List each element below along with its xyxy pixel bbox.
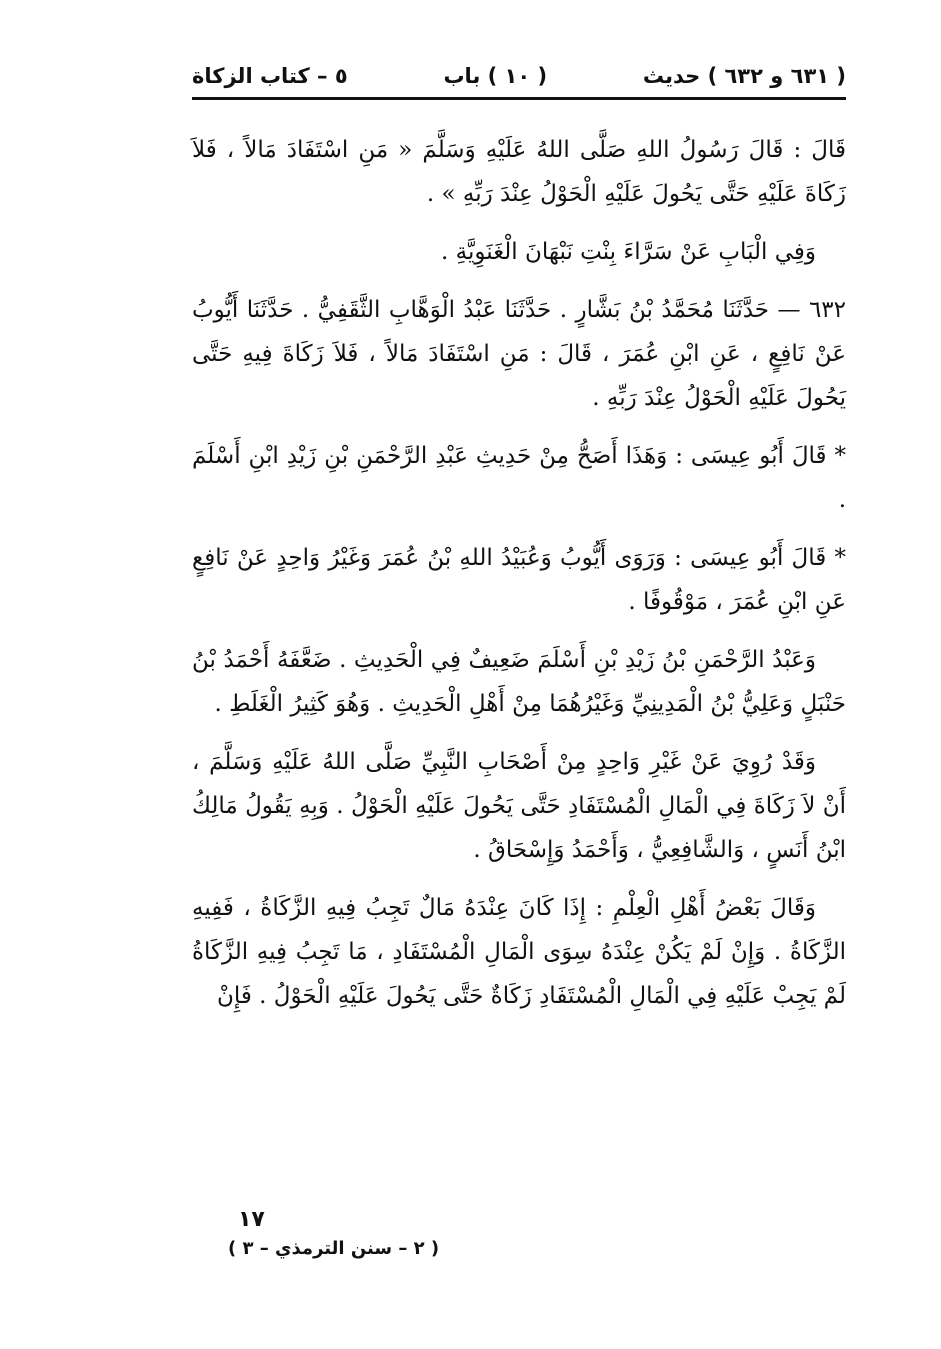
paragraph-1: قَالَ : قَالَ رَسُولُ اللهِ صَلَّى اللهُ عَلَيْهِ وَسَلَّمَ « مَنِ اسْتَفَادَ مَالاً ، فَلاَ زَكَاةَ عَلَيْهِ حَتَّى يَحُولَ عَلَيْهِ الْحَوْلُ عِنْدَ رَبِّهِ » . bbox=[192, 137, 846, 207]
paragraph-2: وَفِي الْبَابِ عَنْ سَرَّاءَ بِنْتِ نَبْهَانَ الْغَنَوِيَّةِ . bbox=[441, 239, 816, 265]
page-body bbox=[192, 128, 846, 1032]
paragraph-3-hadith-632: ٦٣٢ — حَدَّثَنَا مُحَمَّدُ بْنُ بَشَّارٍ . حَدَّثَنَا عَبْدُ الْوَهَّابِ الثَّقَفِيُّ . حَدَّثَنَا أَيُّوبُ عَنْ نَافِعٍ ، عَنِ ابْنِ عُمَرَ ، قَالَ : مَنِ اسْتَفَادَ مَالاً ، فَلاَ زَكَاةَ فِيهِ حَتَّى يَحُولَ عَلَيْهِ الْحَوْلُ عِنْدَ رَبِّهِ . bbox=[192, 297, 846, 411]
signature-mark: ( ٢ – سنن الترمذي – ٣ ) bbox=[228, 1238, 440, 1259]
paragraph-7: وَقَدْ رُوِيَ عَنْ غَيْرِ وَاحِدٍ مِنْ أَصْحَابِ النَّبِيِّ صَلَّى اللهُ عَلَيْهِ وَسَلَّمَ ، أَنْ لاَ زَكَاةَ فِي الْمَالِ الْمُسْتَفَادِ حَتَّى يَحُولَ عَلَيْهِ الْحَوْلُ . وَبِهِ يَقُولُ مَالِكُ ابْنُ أَنَسٍ ، وَالشَّافِعِيُّ ، وَأَحْمَدُ وَإِسْحَاقُ . bbox=[192, 749, 846, 863]
header-hadith-numbers: ( ٦٣١ و ٦٣٢ ) حديث bbox=[642, 64, 846, 88]
paragraph-8: وَقَالَ بَعْضُ أَهْلِ الْعِلْمِ : إِذَا كَانَ عِنْدَهُ مَالٌ تَجِبُ فِيهِ الزَّكَاةُ ، فَفِيهِ الزَّكَاةُ . وَإِنْ لَمْ يَكُنْ عِنْدَهُ سِوَى الْمَالِ الْمُسْتَفَادِ ، مَا تَجِبُ فِيهِ الزَّكَاةُ لَمْ يَجِبْ عَلَيْهِ فِي الْمَالِ الْمُسْتَفَادِ زَكَاةٌ حَتَّى يَحُولَ عَلَيْهِ الْحَوْلُ . فَإِنْ bbox=[192, 895, 846, 1009]
header-chapter: ( ١٠ ) باب bbox=[443, 64, 548, 88]
header-rule bbox=[192, 97, 846, 100]
paragraph-6: وَعَبْدُ الرَّحْمَنِ بْنُ زَيْدِ بْنِ أَسْلَمَ ضَعِيفٌ فِي الْحَدِيثِ . ضَعَّفَهُ أَحْمَدُ بْنُ حَنْبَلٍ وَعَلِيُّ بْنُ الْمَدِينِيِّ وَغَيْرُهُمَا مِنْ أَهْلِ الْحَدِيثِ . وَهُوَ كَثِيرُ الْغَلَطِ . bbox=[192, 647, 846, 717]
running-header bbox=[192, 58, 846, 94]
paragraph-5: * قَالَ أَبُو عِيسَى : وَرَوَى أَيُّوبُ وَعُبَيْدُ اللهِ بْنُ عُمَرَ وَغَيْرُ وَاحِدٍ عَنْ نَافِعٍ عَنِ ابْنِ عُمَرَ ، مَوْقُوفًا . bbox=[192, 545, 846, 615]
header-book-title: ٥ – كتاب الزكاة bbox=[192, 64, 348, 88]
page-footer bbox=[228, 1207, 448, 1259]
paragraph-4: * قَالَ أَبُو عِيسَى : وَهَذَا أَصَحُّ مِنْ حَدِيثِ عَبْدِ الرَّحْمَنِ بْنِ زَيْدِ ابْنِ أَسْلَمَ . bbox=[192, 443, 846, 513]
page-number: ١٧ bbox=[238, 1207, 265, 1232]
